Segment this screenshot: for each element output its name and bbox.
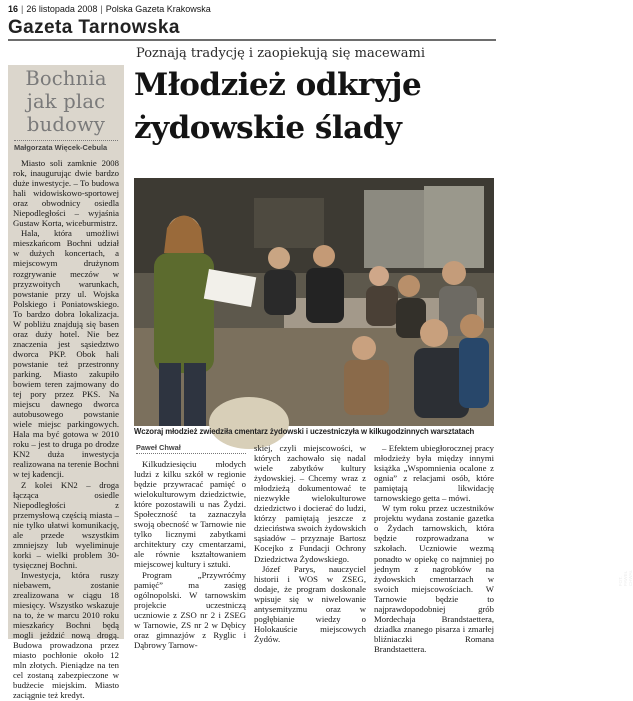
byline-divider bbox=[136, 453, 246, 454]
article-paragraph: skiej, czyli miejscowości, w których zachowało się nadal wiele zabytków kultury żydowskiej. – Chcemy wraz z młodzieżą dokumentować te niezwykłe wielokulturowe dziedzictwo i docierać do ludzi, którzy pamiętają jeszcze z dzieciństwa swoich żydowskich sąsiadów – przyznaje Bartosz Kocejko z Fundacji Ochrony Dziedzictwa Żydowskiego. bbox=[254, 443, 366, 564]
article-paragraph: Józef Parys, nauczyciel historii i WOS w ZSEG, dodaje, że program doskonale wpisuje się w niwelowanie antysemityzmu oraz w pogłębianie wiedzy o Holokauście miejscowych Żydów. bbox=[254, 563, 366, 644]
photo-credit: FOT. PAWEŁ CHWAŁ bbox=[618, 569, 633, 587]
sidebar-body bbox=[8, 155, 124, 701]
sidebar-article bbox=[8, 65, 124, 701]
publication-name: Polska Gazeta Krakowska bbox=[105, 3, 211, 14]
photo-caption: Wczoraj młodzież zwiedziła cmentarz żydowski i uczestniczyła w kilkugodzinnych warsztatach bbox=[134, 427, 475, 436]
article-headline: Młodzież odkryje żydowskie ślady bbox=[134, 67, 422, 146]
article-column bbox=[134, 459, 246, 650]
sidebar-paragraph: Miasto soli zamknie 2008 rok, inaugurując dwie bardzo duże inwestycje. – To budowa hali widowiskowo-sportowej oraz obwodnicy osiedla Niepodległości – wyjaśnia Gustaw Korta, wiceburmistrz. bbox=[13, 158, 119, 229]
article-paragraph: Program „Przywróćmy pamięć” ma zasięg ogólnopolski. W tarnowskim projekcie uczestniczą uczniowie z ZSO nr 2 i ZSEG w Tarnowie, ZS nr 2 w Dębicy oraz gimnazjów z Ryglic i Dąbrowy Tarnow- bbox=[134, 569, 246, 650]
sidebar-headline: Bochnia jak plac budowy bbox=[25, 67, 107, 136]
article-column bbox=[254, 443, 366, 664]
sidebar-paragraph: Inwestycja, która ruszy niebawem, zostanie zrealizowana w ciągu 18 miesięcy. Wszystko wskazuje na to, że w marcu 2010 roku mieszkańcy Bochni będą mogli jeździć nową drogą. Budowa prowadzona przez miasto pochłonie około 12 mln złotych. Pieniądze na ten cel zostaną zabezpieczone w budżecie miejskim. Miasto zaciągnie też kredyt. bbox=[13, 569, 119, 701]
article-paragraph: – Efektem ubiegłorocznej pracy młodzieży była między innymi książka „Wspomnienia ocalone z ognia” z relacjami osób, które pamiętają likwidację tarnowskiego getta – mówi. bbox=[374, 443, 494, 504]
article-byline: Paweł Chwał bbox=[136, 443, 181, 452]
article-paragraph: W tym roku przez uczestników projektu wydana zostanie gazetka o Żydach tarnowskich, która będzie rozprowadzana w szkołach. Uczniowie wezmą ponadto w opiekę co najmniej po jednym z nagrobków na żydowskich cmentarzach w swoich miejscowościach. W Tarnowie będzie to najprawdopodobniej grób Mordechaja Brandstaettera, dziadka znanego pisarza i zmarłej bliźniaczki Romana Brandstaettera. bbox=[374, 503, 494, 654]
photo-illustration bbox=[134, 178, 494, 426]
masthead-separator: | bbox=[21, 3, 24, 14]
article-kicker: Poznają tradycję i zaopiekują się macewami bbox=[136, 46, 426, 61]
page-number: 16 bbox=[8, 3, 19, 14]
masthead-separator: | bbox=[100, 3, 103, 14]
issue-date: 26 listopada 2008 bbox=[26, 3, 98, 14]
sidebar-paragraph: Hala, która umożliwi mieszkańcom Bochni udział w dużych koncertach, a miejscowym drużynom rozgrywanie meczów w przyzwoitych warunkach, powstanie przy ul. Wojska Polskiego i Poniatowskiego. To bardzo dobra lokalizacja. W pobliżu znajdują się basen oraz duży hotel. Nie bez znaczenia jest sąsiedztwo dworca PKP. Obok hali powstanie też przestronny parking. Miasto zakupiło bowiem teren zajmowany do tej pory przez PKS. Na miejscu dawnego dworca autobusowego powstanie wiele miejsc parkingowych. Hala ma być gotowa w 2010 roku – jest to druga po drodze KN2 duża inwestycja realizowana na terenie Bochni w tej kadencji. bbox=[13, 228, 119, 480]
sidebar-paragraph: Z kolei KN2 – droga łącząca osiedle Niepodległości z przemysłową częścią miasta – nie tylko ułatwi komunikację, ale przede wszystkim zmniejszy lub wyeliminuje korki – wielki problem 30-tysięcznej Bochni. bbox=[13, 479, 119, 570]
article-column bbox=[374, 443, 494, 664]
section-title: Gazeta Tarnowska bbox=[8, 14, 496, 41]
sidebar-byline: Małgorzata Więcek-Cebula bbox=[14, 143, 108, 152]
article-paragraph: Kilkudziesięciu młodych ludzi z kilku szkół w regionie będzie przywracać pamięć o wielokulturowym dziedzictwie, które pozostawili u nas Żydzi. Społeczność ta zaznaczyła swoją obecność w Tarnowie nie tylko licznymi zabytkami architektury czy cmentarzami, ale równie kształtowaniem miejscowej kultury i sztuki. bbox=[134, 459, 246, 570]
